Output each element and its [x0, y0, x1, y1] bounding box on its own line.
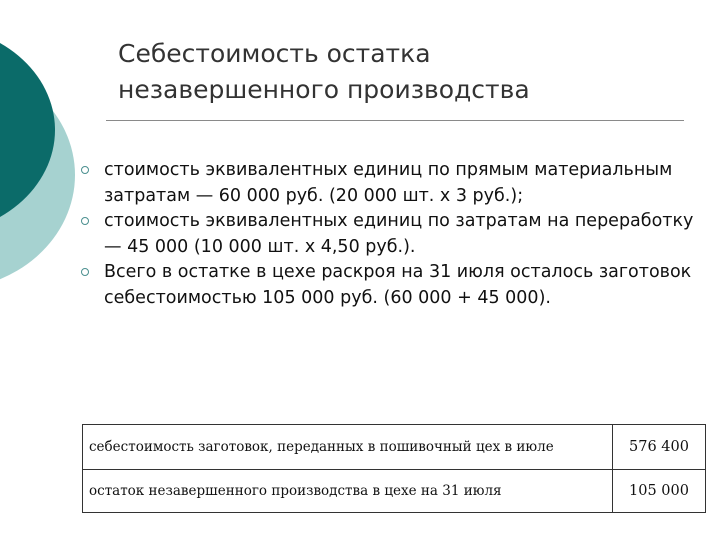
bullet-text: стоимость эквивалентных единиц по прямым материальным затратам — 60 000 руб. (20 000 шт. х 3 руб.);: [104, 160, 673, 206]
bullet-item-direct-materials: [80, 158, 702, 209]
bullet-text: стоимость эквивалентных единиц по затратам на переработку — 45 000 (10 000 шт. х 4,50 руб.).: [104, 211, 694, 257]
table-row: [83, 425, 706, 470]
bullet-text: Всего в остатке в цехе раскроя на 31 июля осталось заготовок себестоимостью 105 000 руб. (60 000 + 45 000).: [104, 262, 692, 308]
slide-title: [118, 36, 678, 108]
circle-bullet-icon: [81, 268, 89, 276]
circle-bullet-icon: [81, 217, 89, 225]
bullet-item-conversion-costs: [80, 209, 702, 260]
decorative-circles: [0, 0, 80, 290]
table-cell-label: остаток незавершенного производства в цехе на 31 июля: [83, 470, 613, 513]
table-cell-value: 576 400: [613, 425, 706, 470]
cost-table: [82, 424, 706, 513]
bullet-item-total: [80, 260, 702, 311]
table-cell-value: 105 000: [613, 470, 706, 513]
table-cell-label: себестоимость заготовок, переданных в пошивочный цех в июле: [83, 425, 613, 470]
circle-bullet-icon: [81, 166, 89, 174]
title-divider: [106, 120, 684, 121]
table-row: [83, 470, 706, 513]
title-line-1: Себестоимость остатка: [118, 39, 431, 68]
title-line-2: незавершенного производства: [118, 75, 530, 104]
bullet-list: [80, 158, 702, 311]
